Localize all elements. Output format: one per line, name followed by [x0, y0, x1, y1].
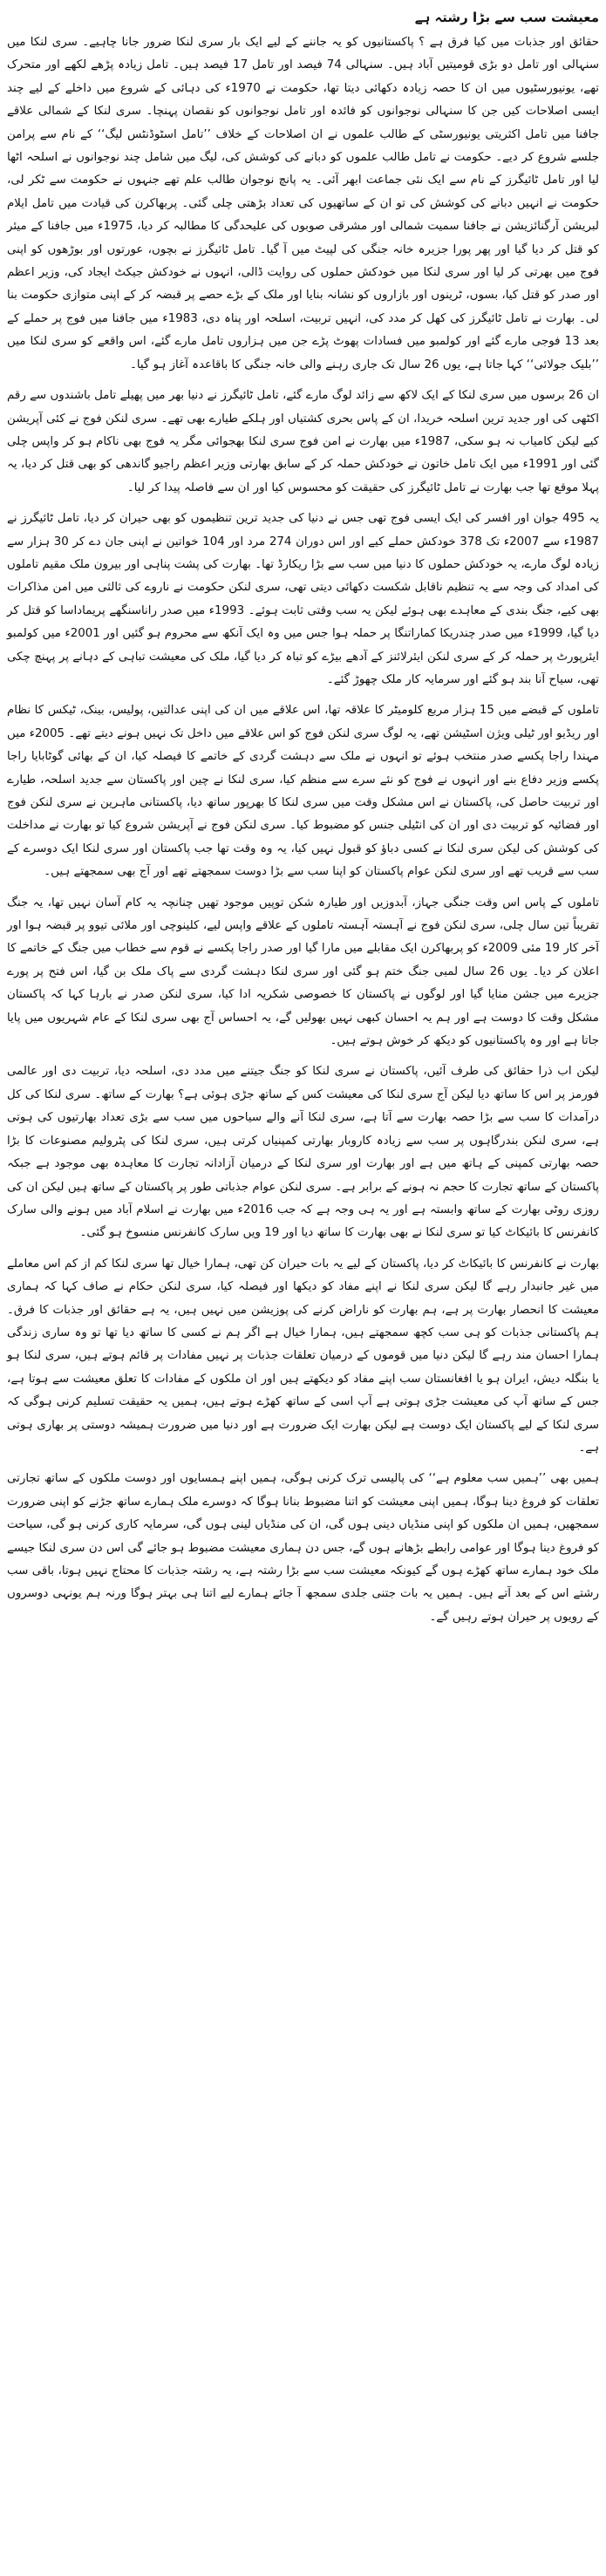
article-paragraph-8: ہمیں بھی ’’ہمیں سب معلوم ہے‘‘ کی پالیسی ترک کرنی ہوگی، ہمیں اپنے ہمسایوں اور دوست ملکوں کے ساتھ تجارتی تعلقات کو فروغ دینا ہوگا، ہمیں اپنی معیشت کو اتنا مضبوط بنانا ہوگا کہ دوسرے ملک ہمارے ساتھ جڑنے کو اپنی ضرورت سمجھیں، ہمیں ان ملکوں کو اپنی منڈیاں دینی ہوں گی، ان کی منڈیاں لینی ہوں گی، سرمایہ کاری کرنی ہو گی، سیاحت کو فروغ دینا ہوگا اور عوامی رابطے بڑھانے ہوں گے، جس دن ہماری معیشت مضبوط ہو جائے گی اس دن سری لنکا جیسے ملک خود ہمارے ساتھ کھڑے ہوں گے کیونکہ معیشت سب سے بڑا رشتہ ہے، یہ رشتہ جذبات کا محتاج نہیں ہوتا، باقی سب رشتے اس کے بعد آتے ہیں۔ ہمیں یہ بات جتنی جلدی سمجھ آ جائے ہمارے لیے اتنا ہی بہتر ہوگا ورنہ ہم یونہی دوسروں کے رویوں پر حیران ہوتے رہیں گے۔	[7, 1472, 599, 1624]
article-paragraph-7: بھارت نے کانفرنس کا بائیکاٹ کر دیا، پاکستان کے لیے یہ بات حیران کن تھی، ہمارا خیال تھا سری لنکا کم از کم اس معاملے میں غیر جانبدار رہے گا لیکن سری لنکا نے اپنے مفاد کو دیکھا اور فیصلہ کیا، سری لنکن حکام نے صاف کہا کہ ہماری معیشت کا انحصار بھارت پر ہے، ہم بھارت کو ناراض کرنے کی پوزیشن میں نہیں ہیں، یہ ہے حقائق اور جذبات کا فرق۔ ہم پاکستانی جذبات کو ہی سب کچھ سمجھتے ہیں، ہمارا خیال ہے اگر ہم نے کسی کا ساتھ دیا تھا تو وہ ساری زندگی ہمارا احسان مند رہے گا لیکن دنیا میں قوموں کے درمیان تعلقات جذبات پر نہیں مفادات پر قائم ہوتے ہیں، سری لنکا ہو یا بنگلہ دیش، ایران ہو یا افغانستان سب اپنے مفاد کو دیکھتے ہیں اور ان ملکوں کے مفادات کا تعلق معیشت سے ہوتا ہے، جس کے ساتھ آپ کی معیشت جڑی ہوتی ہے آپ اسی کے ساتھ کھڑے ہوتے ہیں، ہمیں یہ حقیقت تسلیم کرنی ہوگی کہ سری لنکا کے لیے پاکستان ایک دوست ہے لیکن بھارت ایک ضرورت ہے اور دنیا میں ضرورت ہمیشہ دوستی پر بھاری ہوتی ہے۔	[7, 1257, 599, 1455]
article-paragraph-4: تاملوں کے قبضے میں 15 ہزار مربع کلومیٹر کا علاقہ تھا، اس علاقے میں ان کی اپنی عدالتیں، پولیس، بینک، ٹیکس کا نظام اور ریڈیو اور ٹیلی ویژن اسٹیشن تھے، یہ لوگ سری لنکن فوج کو اس علاقے میں داخل تک نہیں ہونے دیتے تھے۔ 2005ء میں مہندا راجا پکسے صدر منتخب ہوئے تو انہوں نے ملک سے دہشت گردی کے خاتمے کا فیصلہ کیا، ان کے بھائی گوٹابایا راجا پکسے وزیر دفاع بنے اور انہوں نے فوج کو نئے سرے سے منظم کیا، سری لنکا نے چین اور پاکستان سے جدید اسلحہ، طیارے اور تربیت حاصل کی، پاکستان نے اس مشکل وقت میں سری لنکا کا بھرپور ساتھ دیا، پاکستانی ماہرین نے سری لنکن فوج اور فضائیہ کو تربیت دی اور ان کی انٹیلی جنس کو مضبوط کیا۔ سری لنکن فوج نے آپریشن شروع کیا تو بھارت نے مداخلت کی کوشش کی لیکن سری لنکا نے کسی دباؤ کو قبول نہیں کیا، یہ وہ وقت تھا جب پاکستان اور سری لنکا ایک دوسرے کے سب سے قریب تھے اور سری لنکن عوام پاکستان کو اپنا سب سے بڑا دوست سمجھتے تھے اور آج بھی سمجھتے ہیں۔	[7, 704, 599, 879]
article-paragraph-5: تاملوں کے پاس اس وقت جنگی جہاز، آبدوزیں اور طیارہ شکن توپیں موجود تھیں چنانچہ یہ کام آسان نہیں تھا، یہ جنگ تقریباً تین سال چلی، سری لنکن فوج نے آہستہ آہستہ تاملوں کے علاقے واپس لیے، کلینوچی اور ملائی تیوو پر قبضہ ہوا اور آخر کار 19 مئی 2009ء کو پربھاکرن ایک مقابلے میں مارا گیا اور صدر راجا پکسے نے قوم سے خطاب میں جنگ کے خاتمے کا اعلان کر دیا۔ یوں 26 سال لمبی جنگ ختم ہو گئی اور سری لنکا دہشت گردی سے پاک ملک بن گیا، اس فتح پر پورے جزیرے میں جشن منایا گیا اور لوگوں نے پاکستان کا خصوصی شکریہ ادا کیا، سری لنکن صدر نے بارہا کہا کہ پاکستان مشکل وقت کا دوست ہے اور ہم یہ احسان کبھی نہیں بھولیں گے، یہ احساس آج بھی سری لنکا کے عام شہریوں میں پایا جاتا ہے اور وہ پاکستانیوں کو دیکھ کر خوش ہوتے ہیں۔	[7, 896, 599, 1048]
article-paragraph-3: یہ 495 جوان اور افسر کی ایک ایسی فوج تھی جس نے دنیا کی جدید ترین تنظیموں کو بھی حیران کر دیا، تامل ٹائیگرز نے 1987ء سے 2007ء تک 378 خودکش حملے کیے اور اس دوران 274 مرد اور 104 خواتین نے اپنی جان دے کر 30 ہزار سے زیادہ لوگ مارے، یہ خودکش حملوں کا دنیا میں سب سے بڑا ریکارڈ تھا۔ بھارت کی پشت پناہی اور بیرون ملک مقیم تاملوں کی امداد کی وجہ سے یہ تنظیم ناقابل شکست دکھائی دیتی تھی، سری لنکن حکومت نے ناروے کی ثالثی میں امن مذاکرات بھی کیے، جنگ بندی کے معاہدے بھی ہوئے لیکن یہ سب وقتی ثابت ہوئے۔ 1993ء میں صدر راناسنگھے پریماداسا کو قتل کر دیا گیا، 1999ء میں صدر چندریکا کماراتنگا پر حملہ ہوا جس میں وہ ایک آنکھ سے محروم ہو گئیں اور 2001ء میں کولمبو ایئرپورٹ پر حملہ کر کے سری لنکن ایئرلائنز کے آدھے بیڑے کو تباہ کر دیا گیا، ملک کی معیشت تباہی کے دہانے پر پہنچ چکی تھی، سیاح آنا بند ہو گئے اور سرمایہ کار ملک چھوڑ گئے۔	[7, 512, 599, 686]
article-title: معیشت سب سے بڑا رشتہ ہے	[414, 10, 599, 25]
article-paragraph-1: حقائق اور جذبات میں کیا فرق ہے ؟ پاکستانیوں کو یہ جاننے کے لیے ایک بار سری لنکا ضرور جانا چاہیے۔ سری لنکا میں سنہالی اور تامل دو بڑی قومیتیں آباد ہیں۔ سنہالی 74 فیصد اور تامل 17 فیصد ہیں۔ تامل زیادہ پڑھے لکھے اور متحرک تھے، یونیورسٹیوں میں ان کا حصہ زیادہ دکھائی دیتا تھا، حکومت نے 1970ء کی دہائی کے شروع میں داخلے کے لیے چند ایسی اصلاحات کیں جن کا سنہالی نوجوانوں کو فائدہ اور تامل نوجوانوں کو نقصان پہنچا۔ سری لنکا کے شمالی علاقے جافنا میں تامل اکثریتی یونیورسٹی کے طالب علموں نے ان اصلاحات کے خلاف ’’تامل اسٹوڈنٹس لیگ‘‘ کے نام سے پرامن جلسے شروع کر دیے۔ حکومت نے تامل طالب علموں کو دبانے کی کوشش کی، لیگ میں شامل چند نوجوانوں نے اسلحہ اٹھا لیا اور تامل ٹائیگرز کے نام سے ایک نئی جماعت ابھر آئی۔ یہ پانچ نوجوان طالب علم تھے جنہوں نے حکومت سے ٹکر لی، حکومت نے انہیں دبانے کی کوشش کی تو ان کے ساتھیوں کی تعداد بڑھتی چلی گئی۔ پربھاکرن کی قیادت میں تامل ایلام لبریشن آرگنائزیشن نے جافنا سمیت شمالی اور مشرقی صوبوں کی علیحدگی کا مطالبہ کر دیا، 1975ء میں جافنا کے میئر کو قتل کر دیا گیا اور پھر پورا جزیرہ خانہ جنگی کی لپیٹ میں آ گیا۔ تامل ٹائیگرز نے بچوں، عورتوں اور بوڑھوں کو اپنی فوج میں بھرتی کر لیا اور سری لنکا میں خودکش حملوں کی روایت ڈالی، انہوں نے خودکش جیکٹ ایجاد کی، وزیر اعظم اور صدر کو قتل کیا، بسوں، ٹرینوں اور بازاروں کو نشانہ بنایا اور ملک کے بڑے حصے پر قبضہ کر کے اپنی متوازی حکومت بنا لی۔ بھارت نے تامل ٹائیگرز کی کھل کر مدد کی، انہیں تربیت، اسلحہ اور پناہ دی، 1983ء میں جافنا میں فوج پر حملے کے بعد 13 فوجی مارے گئے اور کولمبو میں فسادات پھوٹ پڑے جن میں ہزاروں تامل مارے گئے، اس واقعے کو سری لنکا میں ’’بلیک جولائی‘‘ کہا جاتا ہے، یوں 26 سال تک جاری رہنے والی خانہ جنگی کا باقاعدہ آغاز ہو گیا۔	[7, 36, 600, 371]
article-paragraph-2: ان 26 برسوں میں سری لنکا کے ایک لاکھ سے زائد لوگ مارے گئے، تامل ٹائیگرز نے دنیا بھر میں پھیلے تامل باشندوں سے رقم اکٹھی کی اور جدید ترین اسلحہ خریدا، ان کے پاس بحری کشتیاں اور ہلکے طیارے بھی تھے۔ سری لنکن فوج نے کئی آپریشن کیے لیکن کامیاب نہ ہو سکی، 1987ء میں بھارت نے امن فوج سری لنکا بھجوائی مگر یہ فوج بھی ناکام ہو کر واپس چلی گئی اور 1991ء میں ایک تامل خاتون نے خودکش حملہ کر کے سابق بھارتی وزیر اعظم راجیو گاندھی کو بھی قتل کر دیا، یہ پہلا موقع تھا جب بھارت نے تامل ٹائیگرز کی حقیقت کو محسوس کیا اور ان سے فاصلہ پیدا کر لیا۔	[7, 389, 600, 494]
article-paragraph-6: لیکن اب ذرا حقائق کی طرف آئیں، پاکستان نے سری لنکا کو جنگ جیتنے میں مدد دی، اسلحہ دیا، تربیت دی اور عالمی فورمز پر اس کا ساتھ دیا لیکن آج سری لنکا کی معیشت کس کے ساتھ جڑی ہوئی ہے؟ بھارت کے ساتھ۔ سری لنکا کی کل درآمدات کا سب سے بڑا حصہ بھارت سے آتا ہے، سری لنکا آنے والے سیاحوں میں سب سے بڑی تعداد بھارتیوں کی ہوتی ہے، سری لنکن بندرگاہوں پر سب سے زیادہ کاروبار بھارتی کمپنیاں کرتی ہیں، سری لنکا کی پٹرولیم مصنوعات کا بڑا حصہ بھارتی کمپنی کے ہاتھ میں ہے اور بھارت اور سری لنکا کے درمیان آزادانہ تجارت کا معاہدہ بھی موجود ہے جبکہ پاکستان کے ساتھ تجارت کا حجم نہ ہونے کے برابر ہے۔ سری لنکن عوام جذباتی طور پر پاکستان کے ساتھ ہیں لیکن ان کی روزی روٹی بھارت کے ساتھ وابستہ ہے اور یہ ہی وجہ ہے کہ جب 2016ء میں بھارت نے اسلام آباد میں ہونے والی سارک کانفرنس کا بائیکاٹ کیا تو سری لنکا نے بھی بھارت کا ساتھ دیا اور 19 ویں سارک کانفرنس منسوخ ہو گئی۔	[7, 1065, 599, 1240]
